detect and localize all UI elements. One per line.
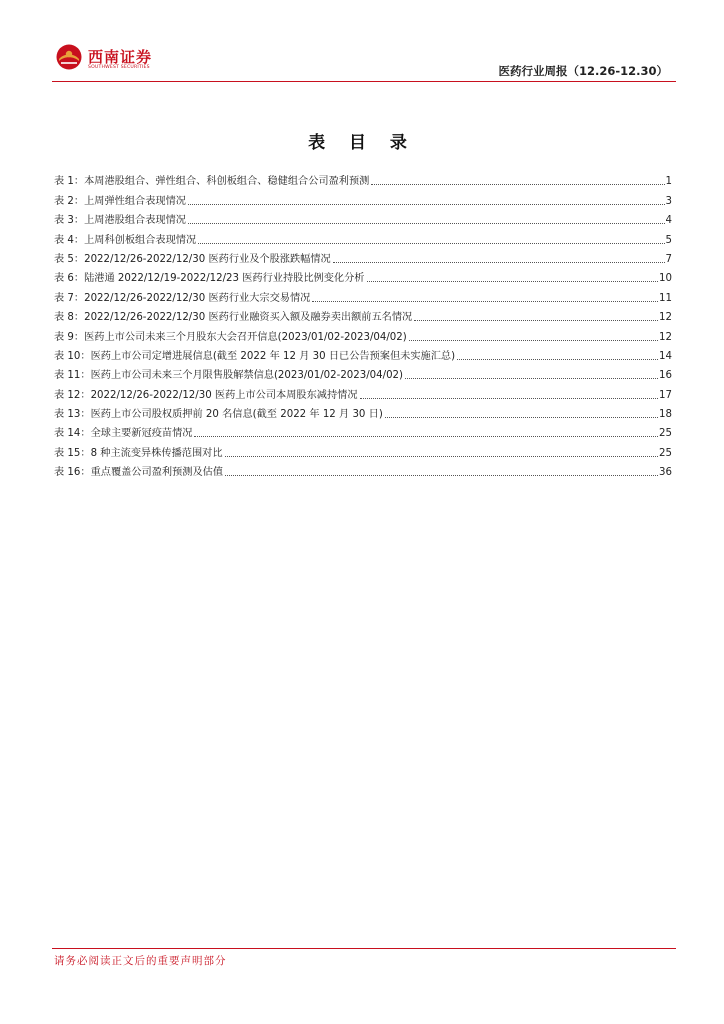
toc-leader-dots <box>194 435 658 437</box>
toc-entry-label: 表 14：全球主要新冠疫苗情况 <box>54 428 193 440</box>
company-logo <box>56 44 166 78</box>
toc-entry-page: 5 <box>665 234 672 246</box>
table-of-contents <box>54 169 672 479</box>
toc-entry-page: 36 <box>659 467 672 479</box>
toc-leader-dots <box>414 319 658 321</box>
toc-entry[interactable] <box>54 344 672 363</box>
toc-leader-dots <box>385 416 658 418</box>
report-header-title: 医药行业周报（12.26-12.30） <box>498 64 668 78</box>
toc-entry[interactable] <box>54 266 672 285</box>
toc-entry[interactable] <box>54 460 672 479</box>
toc-leader-dots <box>360 397 658 399</box>
toc-leader-dots <box>225 455 658 457</box>
toc-leader-dots <box>188 203 665 205</box>
toc-entry-label: 表 12：2022/12/26-2022/12/30 医药上市公司本周股东减持情况 <box>54 389 358 401</box>
toc-entry[interactable] <box>54 227 672 246</box>
toc-entry-label: 表 11：医药上市公司未来三个月限售股解禁信息(2023/01/02-2023/04/02) <box>54 370 404 382</box>
toc-entry-page: 3 <box>665 195 672 207</box>
toc-entry-label: 表 8：2022/12/26-2022/12/30 医药行业融资买入额及融券卖出额前五名情况 <box>54 312 413 324</box>
toc-entry-page: 1 <box>665 176 672 188</box>
toc-leader-dots <box>312 300 658 302</box>
footer-disclaimer: 请务必阅读正文后的重要声明部分 <box>54 955 227 967</box>
toc-entry-label: 表 16：重点覆盖公司盈利预测及估值 <box>54 467 224 479</box>
logo-subtitle: SOUTHWEST SECURITIES <box>88 65 150 70</box>
toc-entry[interactable] <box>54 440 672 459</box>
toc-entry-page: 14 <box>659 350 672 362</box>
toc-entry-label: 表 5：2022/12/26-2022/12/30 医药行业及个股涨跌幅情况 <box>54 253 331 265</box>
toc-entry-page: 4 <box>665 215 672 227</box>
toc-leader-dots <box>188 222 665 224</box>
toc-entry[interactable] <box>54 285 672 304</box>
toc-entry[interactable] <box>54 382 672 401</box>
toc-entry-label: 表 13：医药上市公司股权质押前 20 名信息(截至 2022 年 12 月 30 日) <box>54 409 383 421</box>
toc-leader-dots <box>225 474 658 476</box>
toc-leader-dots <box>333 261 665 263</box>
toc-entry[interactable] <box>54 421 672 440</box>
toc-entry-label: 表 15：8 种主流变异株传播范围对比 <box>54 447 223 459</box>
company-logo-icon <box>56 44 82 70</box>
toc-entry-label: 表 6：陆港通 2022/12/19-2022/12/23 医药行业持股比例变化分析 <box>54 273 365 285</box>
toc-entry-label: 表 2：上周弹性组合表现情况 <box>54 195 186 207</box>
toc-entry[interactable] <box>54 169 672 188</box>
toc-leader-dots <box>198 242 664 244</box>
toc-entry-page: 16 <box>659 370 672 382</box>
toc-leader-dots <box>371 183 664 185</box>
page-title: 表 目 录 <box>308 133 416 153</box>
toc-entry-page: 25 <box>659 428 672 440</box>
toc-entry[interactable] <box>54 208 672 227</box>
toc-leader-dots <box>457 358 658 360</box>
footer-divider <box>52 948 676 949</box>
toc-entry-label: 表 10：医药上市公司定增进展信息(截至 2022 年 12 月 30 日已公告预案但未实施汇总) <box>54 350 456 362</box>
toc-entry-page: 11 <box>659 292 672 304</box>
toc-entry-label: 表 3：上周港股组合表现情况 <box>54 215 186 227</box>
toc-entry[interactable] <box>54 247 672 266</box>
toc-entry[interactable] <box>54 305 672 324</box>
toc-entry-page: 17 <box>659 389 672 401</box>
toc-entry-page: 12 <box>659 331 672 343</box>
toc-leader-dots <box>405 377 658 379</box>
toc-entry-label: 表 7：2022/12/26-2022/12/30 医药行业大宗交易情况 <box>54 292 311 304</box>
toc-entry-page: 7 <box>665 253 672 265</box>
toc-leader-dots <box>409 339 658 341</box>
header-divider <box>52 81 676 82</box>
toc-entry[interactable] <box>54 324 672 343</box>
toc-entry-page: 25 <box>659 447 672 459</box>
toc-entry-label: 表 9：医药上市公司未来三个月股东大会召开信息(2023/01/02-2023/04/02) <box>54 331 407 343</box>
logo-name: 西南证券 <box>88 48 153 66</box>
toc-entry[interactable] <box>54 402 672 421</box>
toc-leader-dots <box>367 280 659 282</box>
toc-entry[interactable] <box>54 188 672 207</box>
toc-entry-label: 表 1：本周港股组合、弹性组合、科创板组合、稳健组合公司盈利预测 <box>54 176 370 188</box>
toc-entry-label: 表 4：上周科创板组合表现情况 <box>54 234 197 246</box>
toc-entry-page: 10 <box>659 273 672 285</box>
toc-entry-page: 12 <box>659 312 672 324</box>
toc-entry-page: 18 <box>659 409 672 421</box>
toc-entry[interactable] <box>54 363 672 382</box>
